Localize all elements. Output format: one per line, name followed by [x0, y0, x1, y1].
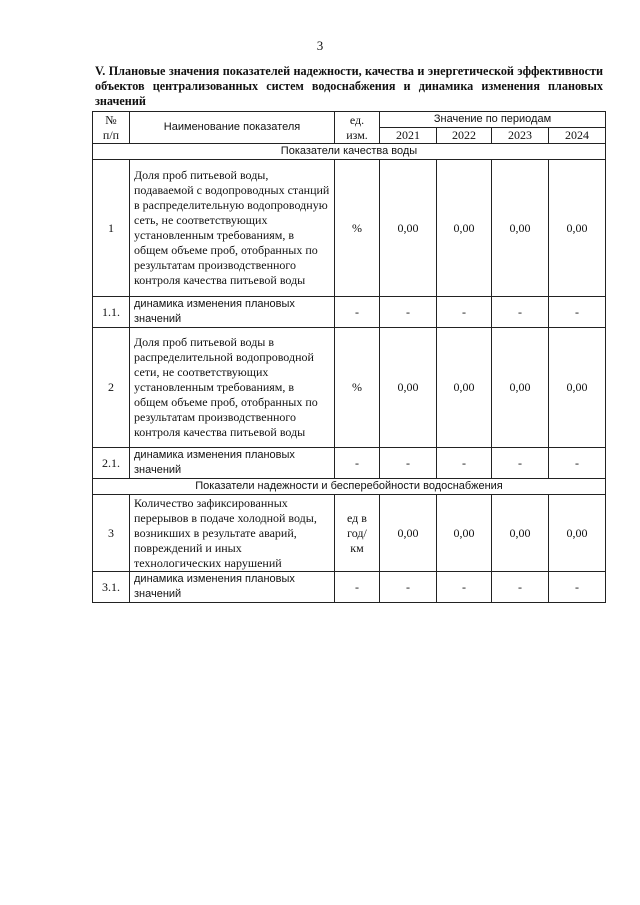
- year-2024: 2024: [549, 128, 606, 144]
- value-2023: 0,00: [492, 495, 549, 572]
- table-row: [93, 448, 606, 479]
- value-2021: 0,00: [380, 495, 437, 572]
- unit: %: [335, 328, 380, 448]
- unit: -: [335, 572, 380, 603]
- unit: -: [335, 297, 380, 328]
- row-number: 2: [93, 328, 130, 448]
- unit-line2: год/: [347, 525, 367, 540]
- value-2022: 0,00: [437, 328, 492, 448]
- unit-line3: км: [350, 540, 364, 555]
- value-2024: 0,00: [549, 328, 606, 448]
- indicator-name: Количество зафиксированных перерывов в подаче холодной воды, возникших в результате аварий, повреждений и иных технологических нарушений: [130, 495, 335, 572]
- value-2024: -: [549, 572, 606, 603]
- indicator-name: Доля проб питьевой воды, подаваемой с водопроводных станций в распределительную водопроводную сеть, не соответствующих установленным требованиям, в общем объеме проб, отобранных по результатам производственного контроля качества питьевой воды: [130, 160, 335, 297]
- table-row: [93, 572, 606, 603]
- indicators-table: [92, 111, 606, 603]
- col-name-header: Наименование показателя: [130, 112, 335, 144]
- row-number: 3.1.: [93, 572, 130, 603]
- value-2021: -: [380, 572, 437, 603]
- col-periods-header: Значение по периодам: [380, 112, 606, 128]
- value-2024: 0,00: [549, 160, 606, 297]
- value-2021: 0,00: [380, 328, 437, 448]
- row-number: 2.1.: [93, 448, 130, 479]
- value-2023: 0,00: [492, 328, 549, 448]
- col-num-header: [93, 112, 130, 144]
- col-unit-line2: изм.: [346, 127, 368, 142]
- value-2022: -: [437, 297, 492, 328]
- page-number: 3: [316, 38, 324, 53]
- col-unit-line1: ед.: [349, 112, 365, 127]
- section-water-quality: Показатели качества воды: [93, 144, 606, 160]
- value-2022: 0,00: [437, 495, 492, 572]
- row-number: 3: [93, 495, 130, 572]
- indicator-name: динамика изменения плановых значений: [130, 448, 335, 479]
- col-num-line1: №: [105, 112, 117, 127]
- indicator-name: динамика изменения плановых значений: [130, 297, 335, 328]
- value-2022: -: [437, 572, 492, 603]
- table-row: [93, 495, 606, 572]
- table-row: [93, 328, 606, 448]
- value-2023: -: [492, 297, 549, 328]
- col-unit-header: [335, 112, 380, 144]
- unit: [335, 495, 380, 572]
- year-2021: 2021: [380, 128, 437, 144]
- indicator-name: динамика изменения плановых значений: [130, 572, 335, 603]
- section-reliability: Показатели надежности и бесперебойности водоснабжения: [93, 479, 606, 495]
- indicator-name: Доля проб питьевой воды в распределительной водопроводной сети, не соответствующих установленным требованиям, в общем объеме проб, отобранных по результатам производственного контроля качества питьевой воды: [130, 328, 335, 448]
- col-num-line2: п/п: [102, 127, 120, 142]
- unit-line1: ед в: [347, 510, 367, 525]
- table-row: [93, 297, 606, 328]
- year-2022: 2022: [437, 128, 492, 144]
- value-2022: -: [437, 448, 492, 479]
- value-2021: -: [380, 448, 437, 479]
- value-2022: 0,00: [437, 160, 492, 297]
- value-2023: -: [492, 572, 549, 603]
- unit: %: [335, 160, 380, 297]
- row-number: 1: [93, 160, 130, 297]
- table-row: [93, 160, 606, 297]
- unit: -: [335, 448, 380, 479]
- value-2023: 0,00: [492, 160, 549, 297]
- value-2024: -: [549, 297, 606, 328]
- value-2024: 0,00: [549, 495, 606, 572]
- row-number: 1.1.: [93, 297, 130, 328]
- value-2021: -: [380, 297, 437, 328]
- section-heading: V. Плановые значения показателей надежности, качества и энергетической эффективности объектов централизованных систем водоснабжения и динамика изменения плановых значений: [95, 64, 603, 108]
- year-2023: 2023: [492, 128, 549, 144]
- value-2024: -: [549, 448, 606, 479]
- value-2023: -: [492, 448, 549, 479]
- value-2021: 0,00: [380, 160, 437, 297]
